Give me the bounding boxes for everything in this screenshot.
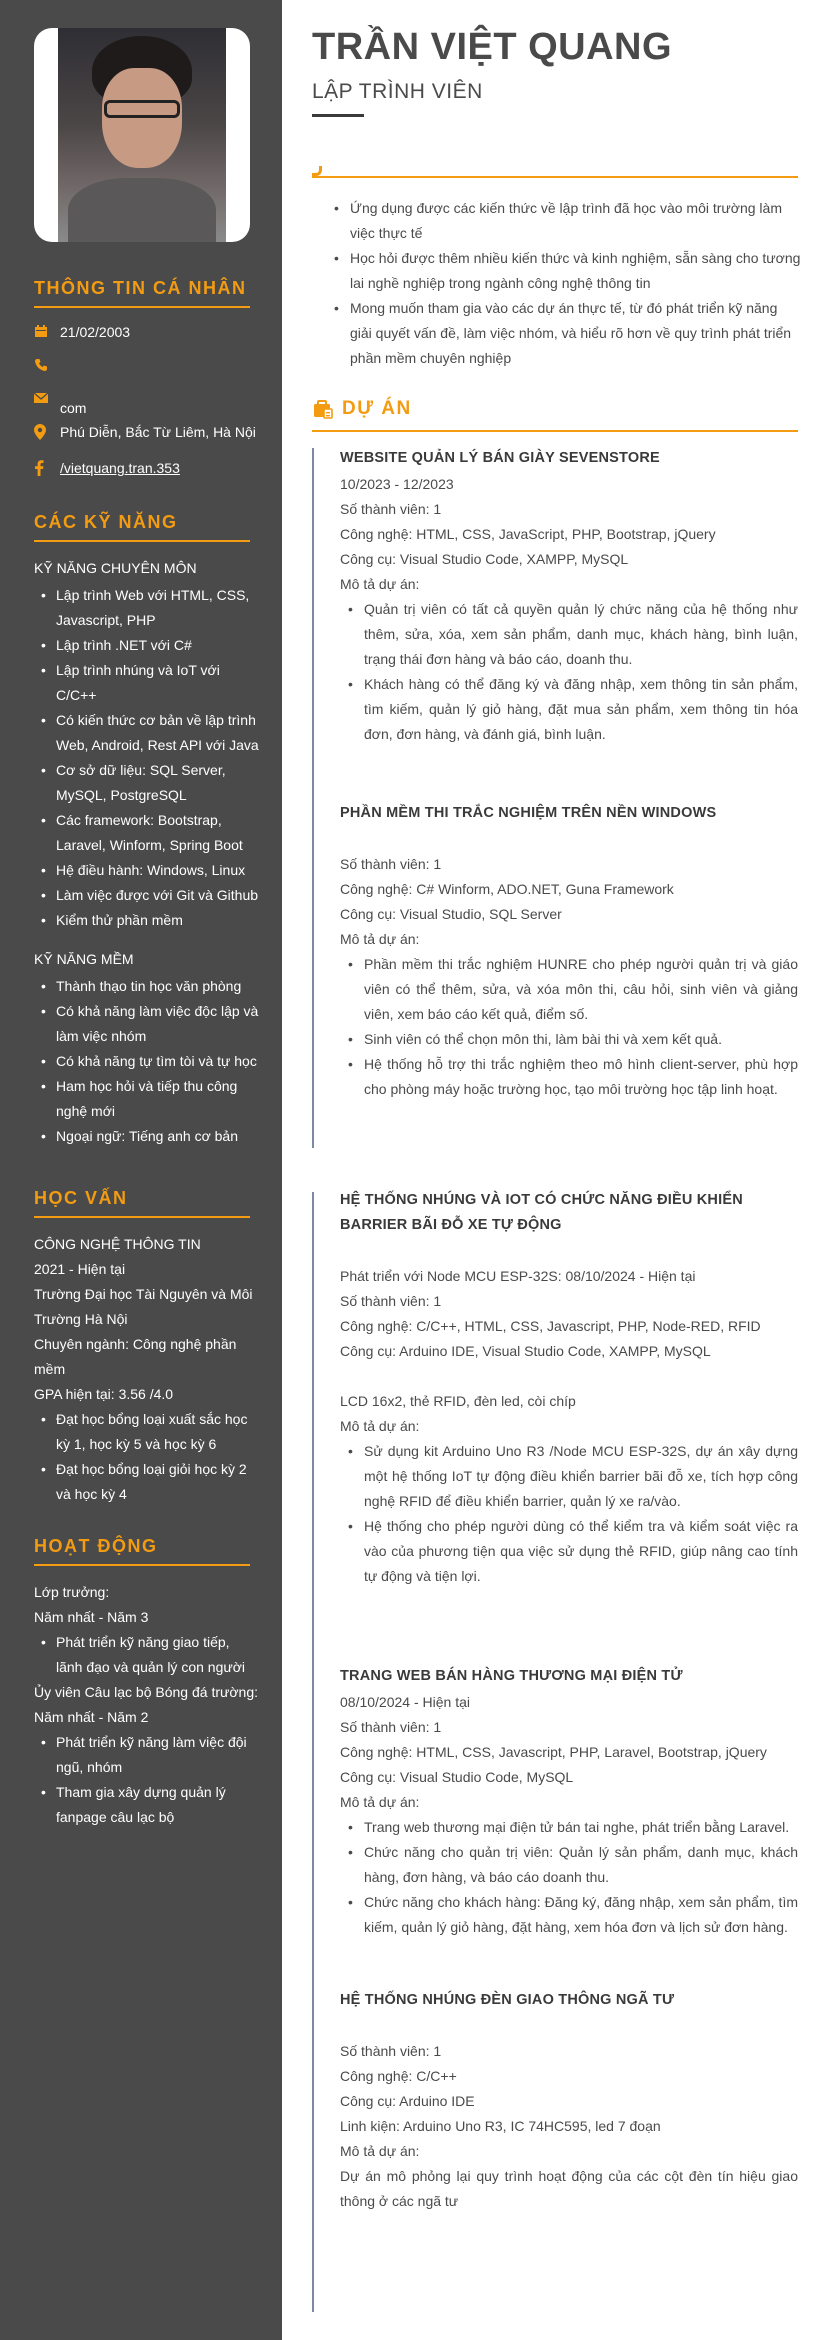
list-item: • Làm việc được với Git và Github bbox=[34, 883, 259, 908]
list-item: • Hệ điều hành: Windows, Linux bbox=[34, 858, 259, 883]
project-tech: Công nghệ: C/C++ bbox=[340, 2068, 457, 2084]
list-item: • Phát triển kỹ năng giao tiếp, lãnh đạo và quản lý con người bbox=[34, 1630, 259, 1680]
list-item: • Tham gia xây dựng quản lý fanpage câu lạc bộ bbox=[34, 1780, 259, 1830]
goals-divider bbox=[312, 176, 798, 178]
education-divider bbox=[34, 1216, 250, 1218]
list-item: • Đạt học bổng loại xuất sắc học kỳ 1, học kỳ 5 và học kỳ 6 bbox=[34, 1407, 259, 1457]
activities-block bbox=[34, 1580, 259, 1830]
project-desc-label: Mô tả dự án: bbox=[340, 1794, 420, 1810]
activity-role: Ủy viên Câu lạc bộ Bóng đá trường: bbox=[34, 1684, 259, 1700]
list-item: • Lập trình nhúng và IoT với C/C++ bbox=[34, 658, 259, 708]
soft-skills-list bbox=[34, 974, 259, 1149]
list-item: • Chức năng cho quản trị viên: Quản lý sản phẩm, danh mục, khách hàng, đơn hàng, và báo cáo doanh thu. bbox=[340, 1840, 798, 1890]
sidebar bbox=[0, 0, 282, 2340]
facebook-row bbox=[34, 460, 180, 476]
project-tools: Công cụ: Arduino IDE bbox=[340, 2093, 475, 2109]
calendar-icon bbox=[34, 324, 60, 338]
phone-icon bbox=[34, 358, 60, 372]
timeline-line bbox=[312, 1192, 314, 2312]
list-item: • Học hỏi được thêm nhiều kiến thức và kinh nghiệm, sẵn sàng cho tương lai nghề nghiệp trong ngành công nghệ thông tin bbox=[332, 246, 802, 296]
skills-heading: CÁC KỸ NĂNG bbox=[34, 512, 178, 532]
personal-info-divider bbox=[34, 306, 250, 308]
project-desc-label: Mô tả dự án: bbox=[340, 576, 420, 592]
project-period: 08/10/2024 - Hiện tại bbox=[340, 1694, 470, 1710]
profile-photo bbox=[58, 28, 226, 242]
list-item: • Ngoại ngữ: Tiếng anh cơ bản bbox=[34, 1124, 259, 1149]
list-item: • Sinh viên có thể chọn môn thi, làm bài thi và xem kết quả. bbox=[340, 1027, 798, 1052]
project-title: WEBSITE QUẢN LÝ BÁN GIÀY SEVENSTORE bbox=[340, 450, 660, 466]
list-item: • Mong muốn tham gia vào các dự án thực tế, từ đó phát triển kỹ năng giải quyết vấn đề, làm việc nhóm, và hiểu rõ hơn về quy trình phát triển phần mềm chuyên nghiệp bbox=[332, 296, 802, 371]
project-title: HỆ THỐNG NHÚNG ĐÈN GIAO THÔNG NGÃ TƯ bbox=[340, 1992, 675, 2008]
list-item: • Có kiến thức cơ bản về lập trình Web, Android, Rest API với Java bbox=[34, 708, 259, 758]
soft-skills-title: KỸ NĂNG MỀM bbox=[34, 951, 134, 967]
project-members: Số thành viên: 1 bbox=[340, 856, 442, 872]
activities-divider bbox=[34, 1564, 250, 1566]
list-item: • Kiểm thử phần mềm bbox=[34, 908, 259, 933]
education-specialty: Chuyên ngành: Công nghệ phần mềm bbox=[34, 1336, 237, 1377]
projects-divider bbox=[312, 430, 798, 432]
page-title: TRẦN VIỆT QUANG bbox=[312, 26, 673, 68]
title-underline bbox=[312, 114, 364, 117]
project-bullets bbox=[340, 952, 798, 1102]
project-item bbox=[340, 801, 798, 1102]
activity-period: Năm nhất - Năm 3 bbox=[34, 1609, 149, 1625]
briefcase-icon bbox=[312, 398, 334, 420]
personal-info-heading: THÔNG TIN CÁ NHÂN bbox=[34, 278, 247, 298]
hard-skills-list bbox=[34, 583, 259, 933]
project-desc-label: Mô tả dự án: bbox=[340, 931, 420, 947]
education-major: CÔNG NGHỆ THÔNG TIN bbox=[34, 1236, 201, 1252]
activities-heading: HOẠT ĐỘNG bbox=[34, 1536, 158, 1556]
location-icon bbox=[34, 424, 60, 440]
education-block bbox=[34, 1232, 259, 1507]
list-item: • Phần mềm thi trắc nghiệm HUNRE cho phép người quản trị và giáo viên có thể thêm, sửa, và xóa môn thi, câu hỏi, sinh viên và giảng viên, xem báo cáo kết quả, điểm số. bbox=[340, 952, 798, 1027]
activity-period: Năm nhất - Năm 2 bbox=[34, 1709, 149, 1725]
job-title: LẬP TRÌNH VIÊN bbox=[312, 80, 483, 103]
list-item: • Lập trình Web với HTML, CSS, Javascript, PHP bbox=[34, 583, 259, 633]
address-row bbox=[34, 424, 256, 440]
facebook-icon bbox=[34, 460, 60, 476]
project-item bbox=[340, 1188, 798, 1589]
list-item: • Ứng dụng được các kiến thức về lập trình đã học vào môi trường làm việc thực tế bbox=[332, 196, 802, 246]
project-tools: Công cụ: Visual Studio Code, XAMPP, MySQL bbox=[340, 551, 629, 567]
project-desc-label: Mô tả dự án: bbox=[340, 2143, 420, 2159]
project-desc-label: Mô tả dự án: bbox=[340, 1418, 420, 1434]
list-item: • Cơ sở dữ liệu: SQL Server, MySQL, PostgreSQL bbox=[34, 758, 259, 808]
list-item: • Khách hàng có thể đăng ký và đăng nhập, xem thông tin sản phẩm, tìm kiếm, quản lý giỏ hàng, đặt mua sản phẩm, xem thông tin hóa đơn, đơn hàng, và đánh giá, bình luận. bbox=[340, 672, 798, 747]
list-item: • Đạt học bổng loại giỏi học kỳ 2 và học kỳ 4 bbox=[34, 1457, 259, 1507]
timeline-line bbox=[312, 448, 314, 1148]
education-gpa: GPA hiện tại: 3.56 /4.0 bbox=[34, 1386, 174, 1402]
education-school: Trường Đại học Tài Nguyên và Môi Trường Hà Nội bbox=[34, 1286, 253, 1327]
career-goals bbox=[332, 196, 802, 371]
project-tools: Công cụ: Visual Studio Code, MySQL bbox=[340, 1769, 574, 1785]
project-members: Số thành viên: 1 bbox=[340, 1719, 442, 1735]
activity-list bbox=[34, 1730, 259, 1830]
list-item: • Có khả năng làm việc độc lập và làm việc nhóm bbox=[34, 999, 259, 1049]
activity-role: Lớp trưởng: bbox=[34, 1584, 110, 1600]
list-item: • Chức năng cho khách hàng: Đăng ký, đăng nhập, xem sản phẩm, tìm kiếm, quản lý giỏ hàng, đặt hàng, xem hóa đơn và lịch sử đơn hàng. bbox=[340, 1890, 798, 1940]
birthday-value: 21/02/2003 bbox=[60, 324, 131, 340]
list-item: • Phát triển kỹ năng làm việc đội ngũ, nhóm bbox=[34, 1730, 259, 1780]
project-title: HỆ THỐNG NHÚNG VÀ IOT CÓ CHỨC NĂNG ĐIỀU KHIỂN BARRIER BÃI ĐỖ XE TỰ ĐỘNG bbox=[340, 1192, 743, 1233]
project-tech: Công nghệ: C/C++, HTML, CSS, Javascript, PHP, Node-RED, RFID bbox=[340, 1318, 761, 1334]
list-item: • Các framework: Bootstrap, Laravel, Winform, Spring Boot bbox=[34, 808, 259, 858]
education-period: 2021 - Hiện tại bbox=[34, 1261, 126, 1277]
project-members: Số thành viên: 1 bbox=[340, 501, 442, 517]
avatar bbox=[34, 28, 250, 242]
list-item: • Hệ thống hỗ trợ thi trắc nghiệm theo mô hình client-server, phù hợp cho phòng máy hoặc trường học, tạo môi trường học tập linh hoạt. bbox=[340, 1052, 798, 1102]
hard-skills bbox=[34, 556, 259, 1149]
project-tech: Công nghệ: C# Winform, ADO.NET, Guna Framework bbox=[340, 881, 674, 897]
project-period: Phát triển với Node MCU ESP-32S: 08/10/2024 - Hiện tại bbox=[340, 1268, 696, 1284]
list-item: • Trang web thương mại điện tử bán tai nghe, phát triển bằng Laravel. bbox=[340, 1815, 798, 1840]
project-bullets bbox=[340, 1815, 798, 1940]
project-title: PHẦN MỀM THI TRẮC NGHIỆM TRÊN NỀN WINDOWS bbox=[340, 805, 717, 821]
list-item: • Ham học hỏi và tiếp thu công nghệ mới bbox=[34, 1074, 259, 1124]
list-item: • Sử dụng kit Arduino Uno R3 /Node MCU ESP-32S, dự án xây dựng một hệ thống IoT tự động điều khiển barrier bãi đỗ xe, tích hợp công nghệ RFID để điều khiển barrier, quản lý xe ra/vào. bbox=[340, 1439, 798, 1514]
list-item: • Thành thạo tin học văn phòng bbox=[34, 974, 259, 999]
hard-skills-title: KỸ NĂNG CHUYÊN MÔN bbox=[34, 560, 197, 576]
project-bullets bbox=[340, 597, 798, 747]
project-bullets bbox=[340, 1439, 798, 1589]
education-awards bbox=[34, 1407, 259, 1507]
project-tools: Công cụ: Arduino IDE, Visual Studio Code, XAMPP, MySQL bbox=[340, 1343, 711, 1359]
project-tech: Công nghệ: HTML, CSS, Javascript, PHP, Laravel, Bootstrap, jQuery bbox=[340, 1744, 767, 1760]
project-item bbox=[340, 1664, 798, 1940]
project-tech: Công nghệ: HTML, CSS, JavaScript, PHP, Bootstrap, jQuery bbox=[340, 526, 716, 542]
project-members: Số thành viên: 1 bbox=[340, 2043, 442, 2059]
projects-title: DỰ ÁN bbox=[342, 398, 412, 419]
main-content bbox=[282, 0, 828, 2340]
list-item: • Lập trình .NET với C# bbox=[34, 633, 259, 658]
project-item bbox=[340, 446, 798, 747]
address-value: Phú Diễn, Bắc Từ Liêm, Hà Nội bbox=[60, 424, 256, 440]
project-components: LCD 16x2, thẻ RFID, đèn led, còi chíp bbox=[340, 1393, 576, 1409]
project-title: TRANG WEB BÁN HÀNG THƯƠNG MẠI ĐIỆN TỬ bbox=[340, 1668, 683, 1684]
education-heading: HỌC VẤN bbox=[34, 1188, 128, 1208]
list-item: • Hệ thống cho phép người dùng có thể kiểm tra và kiểm soát việc ra vào của phương tiện qua việc sử dụng thẻ RFID, giúp nâng cao tính tự động và tiện lợi. bbox=[340, 1514, 798, 1589]
list-item: • Quản trị viên có tất cả quyền quản lý chức năng của hệ thống như thêm, sửa, xóa, xem sản phẩm, danh mục, khách hàng, bình luận, trạng thái đơn hàng và báo cáo, doanh thu. bbox=[340, 597, 798, 672]
project-tools: Công cụ: Visual Studio, SQL Server bbox=[340, 906, 562, 922]
projects-heading bbox=[312, 398, 412, 420]
project-components: Linh kiện: Arduino Uno R3, IC 74HC595, led 7 đoạn bbox=[340, 2118, 661, 2134]
skills-divider bbox=[34, 540, 250, 542]
project-period: 10/2023 - 12/2023 bbox=[340, 476, 454, 492]
section-corner-icon bbox=[312, 166, 322, 176]
facebook-link[interactable]: /vietquang.tran.353 bbox=[60, 460, 180, 476]
birthday-row bbox=[34, 324, 130, 340]
phone-row bbox=[34, 358, 60, 372]
project-item bbox=[340, 1988, 798, 2214]
email-value: com bbox=[60, 400, 87, 416]
email-value-row bbox=[34, 400, 86, 416]
project-members: Số thành viên: 1 bbox=[340, 1293, 442, 1309]
project-description: Dự án mô phỏng lại quy trình hoạt động của các cột đèn tín hiệu giao thông ở các ngã tư bbox=[340, 2168, 798, 2209]
activity-list bbox=[34, 1630, 259, 1680]
list-item: • Có khả năng tự tìm tòi và tự học bbox=[34, 1049, 259, 1074]
